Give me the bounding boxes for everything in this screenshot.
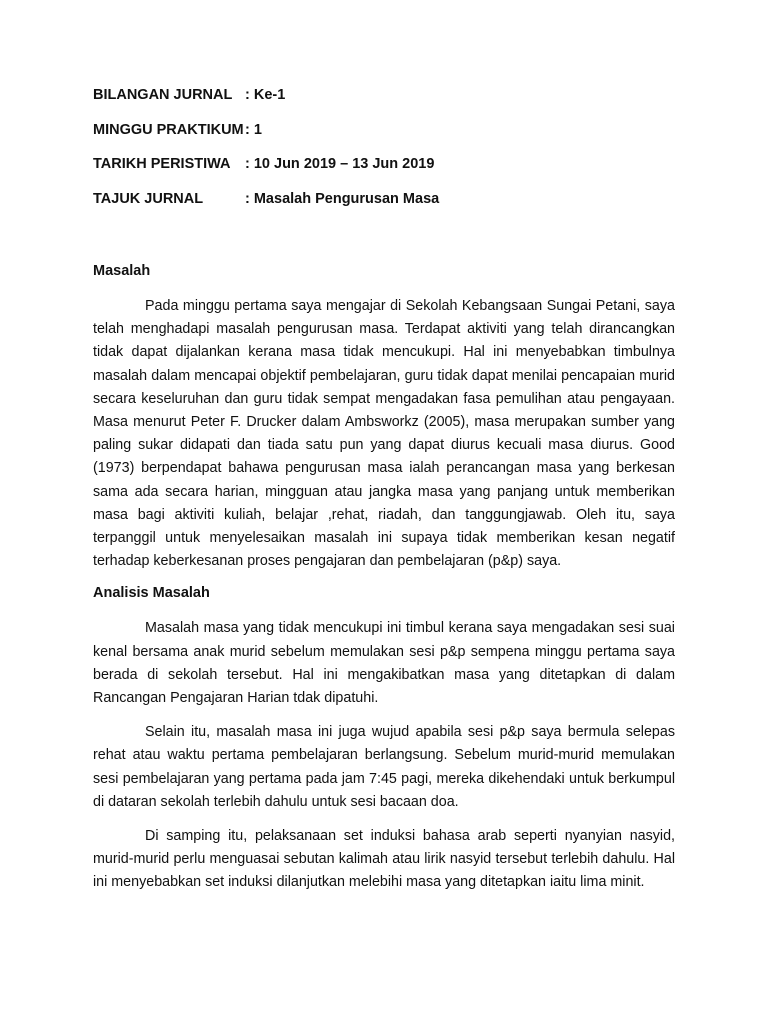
header-row-tarikh-peristiwa	[93, 155, 683, 173]
header-value: : 10 Jun 2019 – 13 Jun 2019	[245, 156, 435, 172]
journal-header	[93, 86, 683, 224]
header-row-minggu-praktikum	[93, 121, 683, 139]
header-label: MINGGU PRAKTIKUM	[93, 121, 244, 138]
header-label: TAJUK JURNAL	[93, 190, 204, 207]
paragraph-analisis-3: Di samping itu, pelaksanaan set induksi bahasa arab seperti nyanyian nasyid, murid-murid perlu menguasai sebutan kalimah atau lirik nasyid tersebut terlebih dahulu. Hal ini menyebabkan set induksi dilanjutkan melebihi masa yang ditetapkan iaitu lima minit.	[93, 828, 675, 891]
paragraph-masalah: Pada minggu pertama saya mengajar di Sekolah Kebangsaan Sungai Petani, saya telah menghadapi masalah pengurusan masa. Terdapat aktiviti yang telah dirancangkan tidak dapat dijalankan kerana masa tidak mencukupi. Hal ini menyebabkan timbulnya masalah dalam mencapai objektif pembelajaran, guru tidak dapat menilai pencapaian murid secara keseluruhan dan guru tidak sempat mengadakan fasa pemulihan atau pengayaan. Masa menurut Peter F. Drucker dalam Ambsworkz (2005), masa merupakan sumber yang paling sukar didapati dan tiada satu pun yang dapat diurus kecuali masa diurus. Good (1973) berpendapat bahawa pengurusan masa ialah perancangan masa yang berkesan sama ada secara harian, mingguan atau jangka masa yang panjang untuk memberikan masa bagi aktiviti kuliah, belajar ,rehat, riadah, dan tanggungjawab. Oleh itu, saya terpanggil untuk menyelesaikan masalah ini supaya tidak memberikan kesan negatif terhadap keberkesanan proses pengajaran dan pembelajaran (p&p) saya.	[93, 298, 675, 570]
header-row-bilangan-jurnal	[93, 86, 683, 104]
header-value: : Ke-1	[245, 87, 286, 103]
header-value: : 1	[245, 121, 262, 138]
header-label: BILANGAN JURNAL	[93, 87, 233, 103]
header-row-tajuk-jurnal	[93, 190, 683, 208]
paragraph-analisis-2: Selain itu, masalah masa ini juga wujud apabila sesi p&p saya bermula selepas rehat atau waktu pertama pembelajaran berlangsung. Sebelum murid-murid memulakan sesi pembelajaran yang pertama pada jam 7:45 pagi, mereka dikehendaki untuk berkumpul di dataran sekolah terlebih dahulu untuk sesi bacaan doa.	[93, 724, 675, 810]
paragraph-analisis-1: Masalah masa yang tidak mencukupi ini timbul kerana saya mengadakan sesi suai kenal bersama anak murid sebelum memulakan sesi p&p sempena minggu pertama saya berada di sekolah tersebut. Hal ini mengakibatkan masa yang ditetapkan di dalam Rancangan Pengajaran Harian tdak dipatuhi.	[93, 620, 675, 707]
section-heading-masalah: Masalah	[93, 263, 151, 279]
header-label: TARIKH PERISTIWA	[93, 156, 231, 172]
journal-body	[93, 262, 675, 895]
header-value: : Masalah Pengurusan Masa	[245, 190, 440, 207]
section-heading-analisis-masalah: Analisis Masalah	[93, 585, 210, 602]
